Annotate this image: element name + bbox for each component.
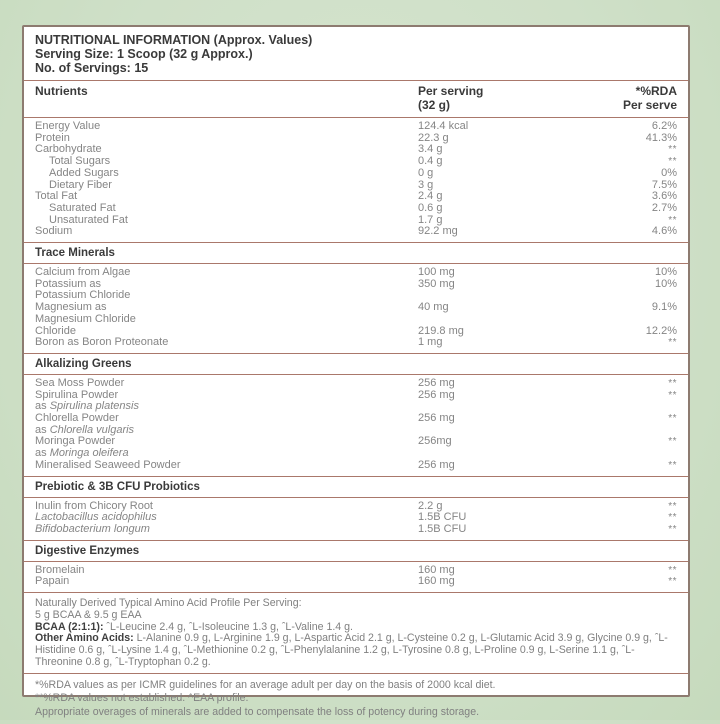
- footnotes: [24, 673, 688, 724]
- digestive-enzymes-rows: [24, 561, 688, 592]
- ingredient-name: Chlorella Powder: [35, 412, 119, 425]
- table-row: Bifidobacterium longum 1.5B CFU **: [35, 522, 677, 535]
- section-title-probiotics: Prebiotic & 3B CFU Probiotics: [24, 476, 688, 497]
- table-row: Papain 160 mg **: [35, 575, 677, 588]
- table-row: Spirulina Powder as Spirulina platensis 256 mg **: [35, 388, 677, 413]
- amino-acid-profile: [24, 592, 688, 673]
- table-row: Protein 22.3 g 41.3%: [35, 131, 677, 144]
- label-header: [24, 27, 688, 80]
- bcaa-values: ˆL-Leucine 2.4 g, ˆL-Isoleucine 1.3 g, ˆL-Valine 1.4 g.: [103, 620, 353, 633]
- table-row: Added Sugars 0 g 0%: [49, 166, 677, 179]
- section-title-trace-minerals: Trace Minerals: [24, 242, 688, 263]
- table-row: Sea Moss Powder 256 mg **: [35, 376, 677, 389]
- servings-count-line: No. of Servings: 15: [35, 61, 149, 75]
- column-nutrients: Nutrients: [35, 84, 88, 98]
- table-row: Energy Value 124.4 kcal 6.2%: [35, 120, 677, 132]
- serving-size-line: Serving Size: 1 Scoop (32 g Approx.): [35, 47, 253, 61]
- species-prefix: as: [35, 447, 50, 460]
- table-row: Calcium from Algae 100 mg 10%: [35, 266, 677, 279]
- table-row: Total Fat 2.4 g 3.6%: [35, 190, 677, 203]
- footnote-overages: Appropriate overages of minerals are added to compensate the loss of potency during storage.: [35, 705, 480, 718]
- table-row: Boron as Boron Proteonate 1 mg **: [35, 336, 677, 349]
- column-rda-line1: *%RDA: [635, 84, 677, 98]
- table-row: Magnesium as Magnesium Chloride 40 mg 9.1%: [35, 301, 677, 325]
- other-amino-label: Other Amino Acids:: [35, 632, 134, 645]
- probiotics-rows: [24, 497, 688, 540]
- amino-profile-title: Naturally Derived Typical Amino Acid Profile Per Serving:: [35, 597, 302, 610]
- column-header-row: [24, 80, 688, 117]
- table-row: Saturated Fat 0.6 g 2.7%: [49, 201, 677, 214]
- ingredient-name-line2: Magnesium Chloride: [35, 312, 136, 325]
- table-row: Total Sugars 0.4 g **: [49, 155, 677, 168]
- ingredient-name: Moringa Powder: [35, 435, 116, 448]
- table-row: Moringa Powder as Moringa oleifera 256mg **: [35, 435, 677, 460]
- amino-profile-subtitle: 5 g BCAA & 9.5 g EAA: [35, 608, 142, 621]
- column-rda: [584, 85, 677, 112]
- species-name: Spirulina platensis: [49, 400, 139, 413]
- footnote-not-established: **%RDA values not established. ^EAA profile.: [35, 692, 249, 705]
- section-title-alkalizing-greens: Alkalizing Greens: [24, 353, 688, 374]
- ingredient-name: Magnesium as: [35, 301, 107, 314]
- table-row: Chloride 219.8 mg 12.2%: [35, 324, 677, 337]
- table-row: Potassium as Potassium Chloride 350 mg 10%: [35, 277, 677, 302]
- bcaa-label: BCAA (2:1:1):: [35, 620, 104, 633]
- column-per-serving: [418, 85, 584, 112]
- other-amino-line: [35, 633, 677, 668]
- table-row: Unsaturated Fat 1.7 g **: [49, 213, 677, 226]
- nutrition-label-panel: [22, 25, 690, 718]
- species-prefix: as: [35, 400, 50, 413]
- footnote-rda-icmr: *%RDA values as per ICMR guidelines for an average adult per day on the basis of 2000 kcal diet.: [35, 678, 496, 691]
- table-row: Chlorella Powder as Chlorella vulgaris 256 mg **: [35, 412, 677, 436]
- other-amino-values: L-Alanine 0.9 g, L-Arginine 1.9 g, L-Aspartic Acid 2.1 g, L-Cysteine 0.2 g, L-Glutamic Acid 3.9 g, Glycine 0.9 g, ˆL-Histidine 0.6 g, ˆL-Lysine 1.4 g, ˆL-Methionine 0.2 g, ˆL-Phenylalanine 1.2 g, L-Tyrosine 0.8 g, L-Proline 0.9 g, L-Serine 1.1 g, ˆL-Threonine 0.8 g, ˆL-Tryptophan 0.2 g.: [35, 632, 668, 669]
- alkalizing-greens-rows: [24, 374, 688, 476]
- table-row: Sodium 92.2 mg 4.6%: [35, 225, 677, 238]
- column-per-serving-line1: Per serving: [418, 84, 484, 98]
- ingredient-name: Potassium as: [35, 277, 102, 290]
- trace-minerals-rows: [24, 263, 688, 353]
- ingredient-name: Spirulina Powder: [35, 388, 119, 401]
- species-name: Moringa oleifera: [49, 447, 129, 460]
- species-prefix: as: [35, 423, 50, 436]
- table-row: Dietary Fiber 3 g 7.5%: [49, 178, 677, 191]
- label-title: NUTRITIONAL INFORMATION (Approx. Values): [35, 33, 313, 47]
- ingredient-name-line2: Potassium Chloride: [35, 289, 131, 302]
- table-row: Bromelain 160 mg **: [35, 563, 677, 576]
- species-name: Chlorella vulgaris: [49, 423, 135, 436]
- column-rda-line2: Per serve: [622, 97, 677, 112]
- section-title-digestive-enzymes: Digestive Enzymes: [24, 540, 688, 561]
- table-row: Carbohydrate 3.4 g **: [35, 143, 677, 156]
- table-row: Mineralised Seaweed Powder 256 mg **: [35, 458, 677, 471]
- column-per-serving-line2: (32 g): [418, 97, 451, 112]
- table-row: Lactobacillus acidophilus 1.5B CFU **: [35, 511, 677, 524]
- nutrients-rows: [24, 117, 688, 242]
- table-row: Inulin from Chicory Root 2.2 g **: [35, 499, 677, 512]
